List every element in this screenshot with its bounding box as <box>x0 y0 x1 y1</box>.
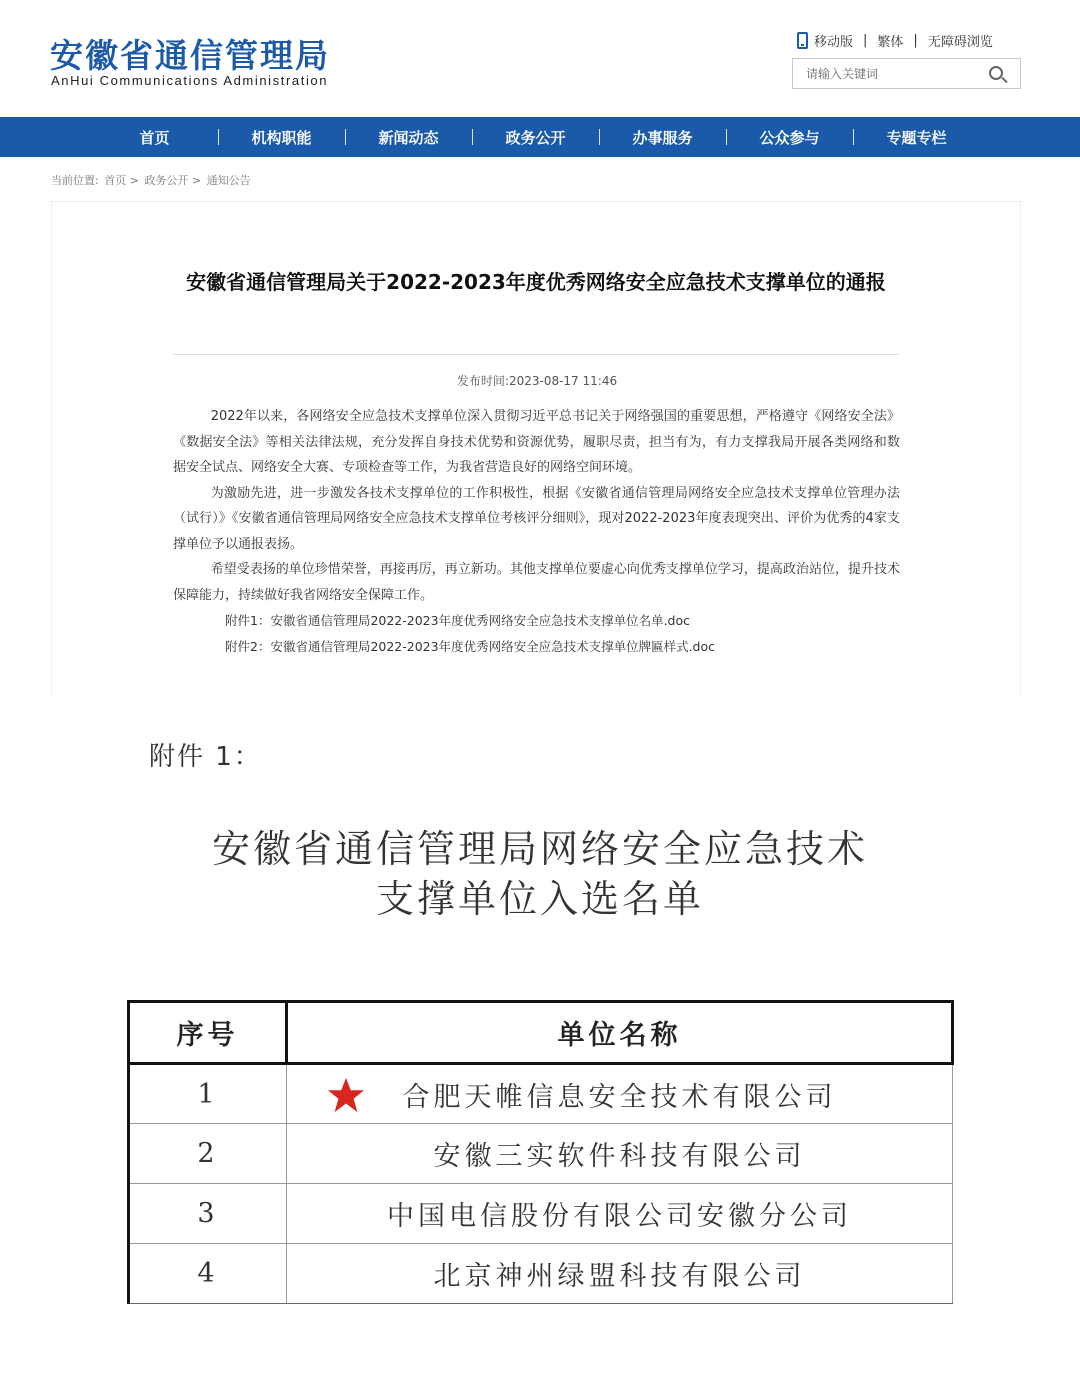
document-attachment-label: 附件 1： <box>149 742 262 772</box>
search-input[interactable] <box>793 59 973 88</box>
nav-item-services[interactable]: 办事服务 <box>599 127 726 148</box>
search-box <box>792 58 1021 89</box>
breadcrumb-gov-affairs-link[interactable]: 政务公开 <box>144 174 189 187</box>
breadcrumb <box>51 172 251 188</box>
site-logo-title[interactable]: 安徽省通信管理局 <box>50 36 330 75</box>
row-number: 1 <box>129 1064 287 1124</box>
breadcrumb-label: 当前位置: <box>51 174 99 187</box>
search-icon[interactable] <box>989 66 1003 80</box>
red-star-icon <box>327 1076 365 1114</box>
title-divider <box>173 354 899 355</box>
breadcrumb-home-link[interactable]: 首页 <box>104 174 127 187</box>
breadcrumb-notices-link[interactable]: 通知公告 <box>206 174 251 187</box>
row-unit-name: 中国电信股份有限公司安徽分公司 <box>287 1184 953 1244</box>
row-unit-name: 北京神州绿盟科技有限公司 <box>287 1244 953 1304</box>
document-title-line2: 支撑单位入选名单 <box>375 877 704 921</box>
publish-time <box>52 372 1022 389</box>
table-row <box>129 1064 953 1124</box>
nav-item-home[interactable]: 首页 <box>139 128 170 147</box>
breadcrumb-separator: > <box>129 174 139 187</box>
nav-item-participation[interactable]: 公众参与 <box>726 127 853 148</box>
mobile-phone-icon <box>797 32 808 49</box>
link-separator: | <box>863 33 868 48</box>
nav-item-gov-affairs[interactable]: 政务公开 <box>472 127 599 148</box>
document-title-line1: 安徽省通信管理局网络安全应急技术 <box>211 827 868 871</box>
column-header-number: 序号 <box>129 1002 287 1064</box>
table-row <box>129 1244 953 1304</box>
attachment-1-link[interactable]: 附件1：安徽省通信管理局2022-2023年度优秀网络安全应急技术支撑单位名单.doc <box>225 613 691 628</box>
row-unit-name: 合肥天帷信息安全技术有限公司 <box>402 1081 837 1113</box>
row-unit-name: 安徽三实软件科技有限公司 <box>287 1124 953 1184</box>
row-number: 3 <box>129 1184 287 1244</box>
accessible-browsing-link[interactable]: 无障碍浏览 <box>927 35 993 50</box>
table-row <box>129 1124 953 1184</box>
site-header <box>0 0 1080 117</box>
column-header-unit-name: 单位名称 <box>287 1002 953 1064</box>
attachment-1 <box>173 608 900 634</box>
link-separator: | <box>913 33 918 48</box>
row-number: 2 <box>129 1124 287 1184</box>
row-number: 4 <box>129 1244 287 1304</box>
site-logo-subtitle: AnHui Communications Administration <box>51 73 329 88</box>
main-nav <box>0 117 1080 157</box>
unit-list-table <box>127 1000 954 1304</box>
nav-item-news[interactable]: 新闻动态 <box>345 127 472 148</box>
breadcrumb-separator: > <box>191 174 202 187</box>
row-unit-name-cell <box>287 1064 953 1124</box>
article-panel <box>51 201 1021 694</box>
mobile-version-link[interactable]: 移动版 <box>814 35 854 50</box>
publish-time-label: 发布时间: <box>456 374 509 388</box>
article-body <box>173 404 900 659</box>
table-row <box>129 1184 953 1244</box>
article-paragraph: 2022年以来，各网络安全应急技术支撑单位深入贯彻习近平总书记关于网络强国的重要思想，严格遵守《网络安全法》《数据安全法》等相关法律法规，充分发挥自身技术优势和资源优势，履职尽责，担当有为，有力支撑我局开展各类网络和数据安全试点、网络安全大赛、专项检查等工作，为我省营造良好的网络空间环境。 <box>173 409 900 475</box>
article-title: 安徽省通信管理局关于2022-2023年度优秀网络安全应急技术支撑单位的通报 <box>186 270 886 294</box>
nav-item-functions[interactable]: 机构职能 <box>218 127 345 148</box>
publish-time-value: 2023-08-17 11:46 <box>508 374 618 388</box>
attachment-2-link[interactable]: 附件2：安徽省通信管理局2022-2023年度优秀网络安全应急技术支撑单位牌匾样式.doc <box>225 638 716 654</box>
top-links <box>797 31 993 50</box>
document-title <box>0 824 1080 924</box>
nav-item-topics[interactable]: 专题专栏 <box>853 127 980 148</box>
traditional-chinese-link[interactable]: 繁体 <box>877 35 904 50</box>
table-header-row <box>129 1002 953 1064</box>
article-paragraph: 为激励先进，进一步激发各技术支撑单位的工作积极性，根据《安徽省通信管理局网络安全应急技术支撑单位管理办法（试行）》《安徽省通信管理局网络安全应急技术支撑单位考核评分细则》，现对2022-2023年度表现突出、评价为优秀的4家支撑单位予以通报表扬。 <box>173 485 900 552</box>
article-paragraph: 希望受表扬的单位珍惜荣誉，再接再厉，再立新功。其他支撑单位要虚心向优秀支撑单位学习，提高政治站位，提升技术保障能力，持续做好我省网络安全保障工作。 <box>173 562 900 603</box>
attachment-2 <box>173 634 900 660</box>
red-star-shape <box>328 1078 364 1112</box>
